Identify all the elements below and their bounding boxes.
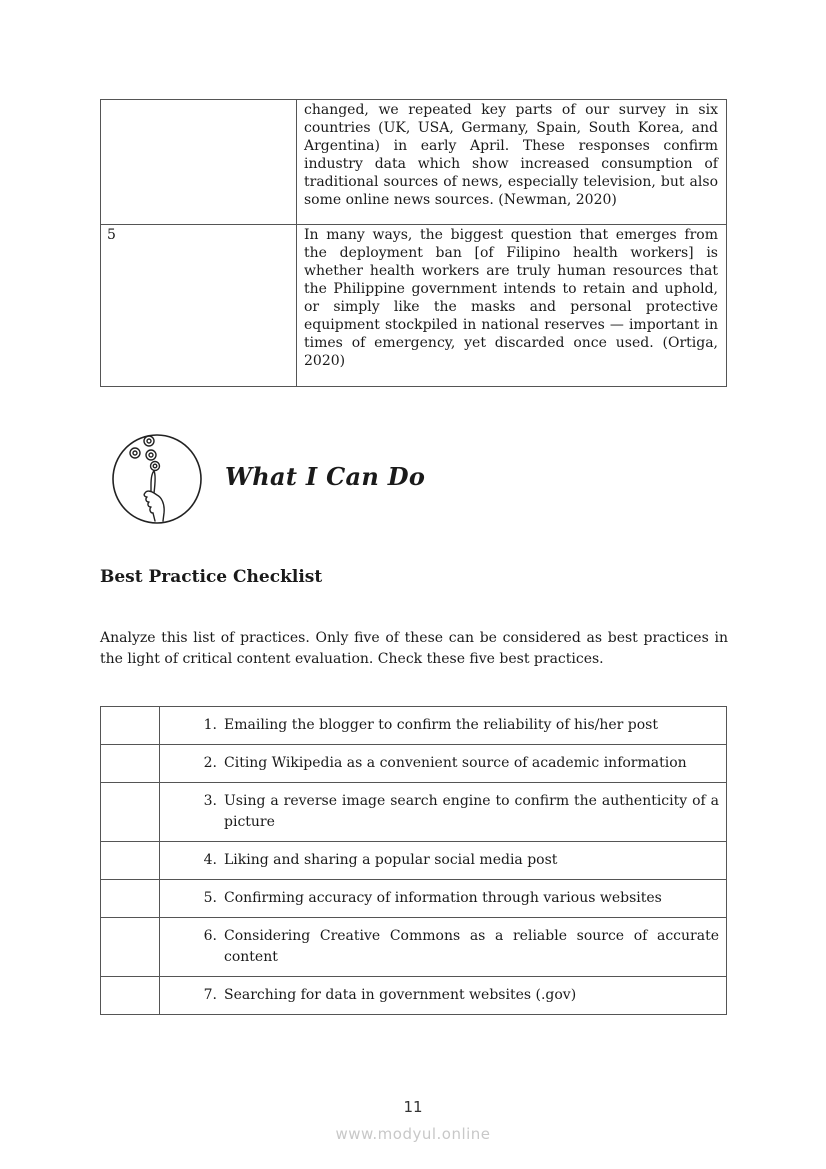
checklist-item: [160, 842, 727, 880]
references-table: [100, 99, 727, 387]
item-text: Citing Wikipedia as a convenient source of academic information: [224, 755, 687, 771]
item-number: 5.: [203, 890, 217, 906]
table-row: [101, 100, 727, 225]
item-number: 2.: [203, 755, 217, 771]
section-title: What I Can Do: [225, 462, 426, 491]
row-text: changed, we repeated key parts of our survey in six countries (UK, USA, Germany, Spain, South Korea, and Argentina) in early April. These responses confirm industry data which show increased consumption of traditional sources of news, especially television, but also some online news sources. (Newman, 2020): [297, 100, 727, 225]
checklist-row: [101, 745, 727, 783]
row-text: In many ways, the biggest question that emerges from the deployment ban [of Filipino health workers] is whether health workers are truly human resources that the Philippine government intends to retain and uphold, or simply like the masks and personal protective equipment stockpiled in national reserves — important in times of emergency, yet discarded once used. (Ortiga, 2020): [297, 225, 727, 387]
activity-heading: Best Practice Checklist: [100, 567, 323, 587]
checkbox-cell[interactable]: [101, 707, 160, 745]
checklist-row: [101, 707, 727, 745]
checklist-table: [100, 706, 727, 1015]
checkbox-cell[interactable]: [101, 918, 160, 977]
checklist-item: [160, 918, 727, 977]
checklist-item: [160, 707, 727, 745]
item-number: 4.: [203, 852, 217, 868]
row-number: 5: [101, 225, 297, 387]
item-text: Using a reverse image search engine to confirm the authenticity of a picture: [224, 793, 719, 830]
row-number: [101, 100, 297, 225]
checklist-item: [160, 783, 727, 842]
checklist-item: [160, 880, 727, 918]
item-number: 7.: [203, 987, 217, 1003]
hand-gears-icon: [111, 433, 203, 525]
checkbox-cell[interactable]: [101, 977, 160, 1015]
item-text: Confirming accuracy of information through various websites: [224, 890, 662, 906]
item-text: Searching for data in government websites (.gov): [224, 987, 577, 1003]
checklist-row: [101, 977, 727, 1015]
checklist-row: [101, 783, 727, 842]
table-row: [101, 225, 727, 387]
item-number: 1.: [203, 717, 217, 733]
item-text: Emailing the blogger to confirm the reliability of his/her post: [224, 717, 658, 733]
checkbox-cell[interactable]: [101, 745, 160, 783]
item-text: Liking and sharing a popular social media post: [224, 852, 558, 868]
checkbox-cell[interactable]: [101, 783, 160, 842]
checkbox-cell[interactable]: [101, 842, 160, 880]
item-number: 6.: [203, 928, 217, 944]
checklist-item: [160, 745, 727, 783]
checklist-row: [101, 842, 727, 880]
checklist-row: [101, 880, 727, 918]
instructions-paragraph: Analyze this list of practices. Only five of these can be considered as best practices in the light of critical content evaluation. Check these five best practices.: [100, 630, 728, 667]
item-text: Considering Creative Commons as a reliable source of accurate content: [224, 928, 719, 965]
item-number: 3.: [203, 793, 217, 809]
watermark: www.modyul.online: [335, 1125, 491, 1143]
page-number: 11: [403, 1098, 423, 1116]
checklist-item: [160, 977, 727, 1015]
checklist-row: [101, 918, 727, 977]
checkbox-cell[interactable]: [101, 880, 160, 918]
